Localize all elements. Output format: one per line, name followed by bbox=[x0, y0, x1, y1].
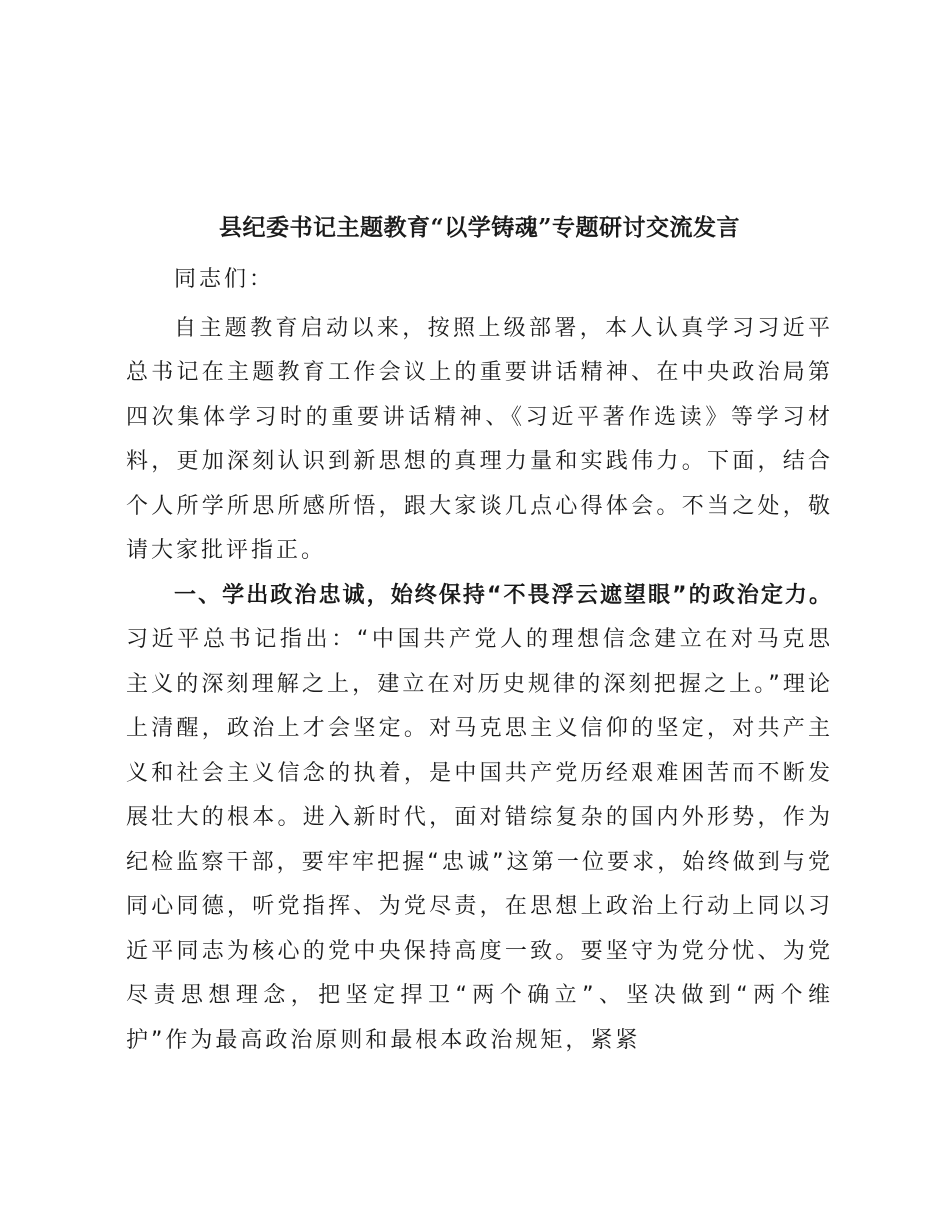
section-1-body: 习近平总书记指出：“中国共产党人的理想信念建立在对马克思主义的深刻理解之上，建立在对历史规律的深刻把握之上。”理论上清醒，政治上才会坚定。对马克思主义信仰的坚定，对共产主义和社会主义信念的执着，是中国共产党历经艰难困苦而不断发展壮大的根本。进入新时代，面对错综复杂的国内外形势，作为纪检监察干部，要牢牢把握“忠诚”这第一位要求，始终做到与党同心同德，听党指挥、为党尽责，在思想上政治上行动上同以习近平同志为核心的党中央保持高度一致。要坚守为党分忧、为党尽责思想理念，把坚定捍卫“两个确立”、坚决做到“两个维护”作为最高政治原则和最根本政治规矩，紧紧 bbox=[126, 627, 833, 1053]
intro-paragraph: 自主题教育启动以来，按照上级部署，本人认真学习习近平总书记在主题教育工作会议上的重要讲话精神、在中央政治局第四次集体学习时的重要讲话精神、《习近平著作选读》等学习材料，更加深刻认识到新思想的真理力量和实践伟力。下面，结合个人所学所思所感所悟，跟大家谈几点心得体会。不当之处，敬请大家批评指正。 bbox=[126, 315, 833, 563]
document-page bbox=[126, 212, 833, 1063]
salutation: 同志们： bbox=[174, 267, 275, 292]
section-1-heading: 一、学出政治忠诚，始终保持“不畏浮云遮望眼”的政治定力。 bbox=[174, 582, 833, 608]
document-title: 县纪委书记主题教育“以学铸魂”专题研讨交流发言 bbox=[219, 214, 740, 241]
section-1-paragraph bbox=[126, 574, 833, 1064]
